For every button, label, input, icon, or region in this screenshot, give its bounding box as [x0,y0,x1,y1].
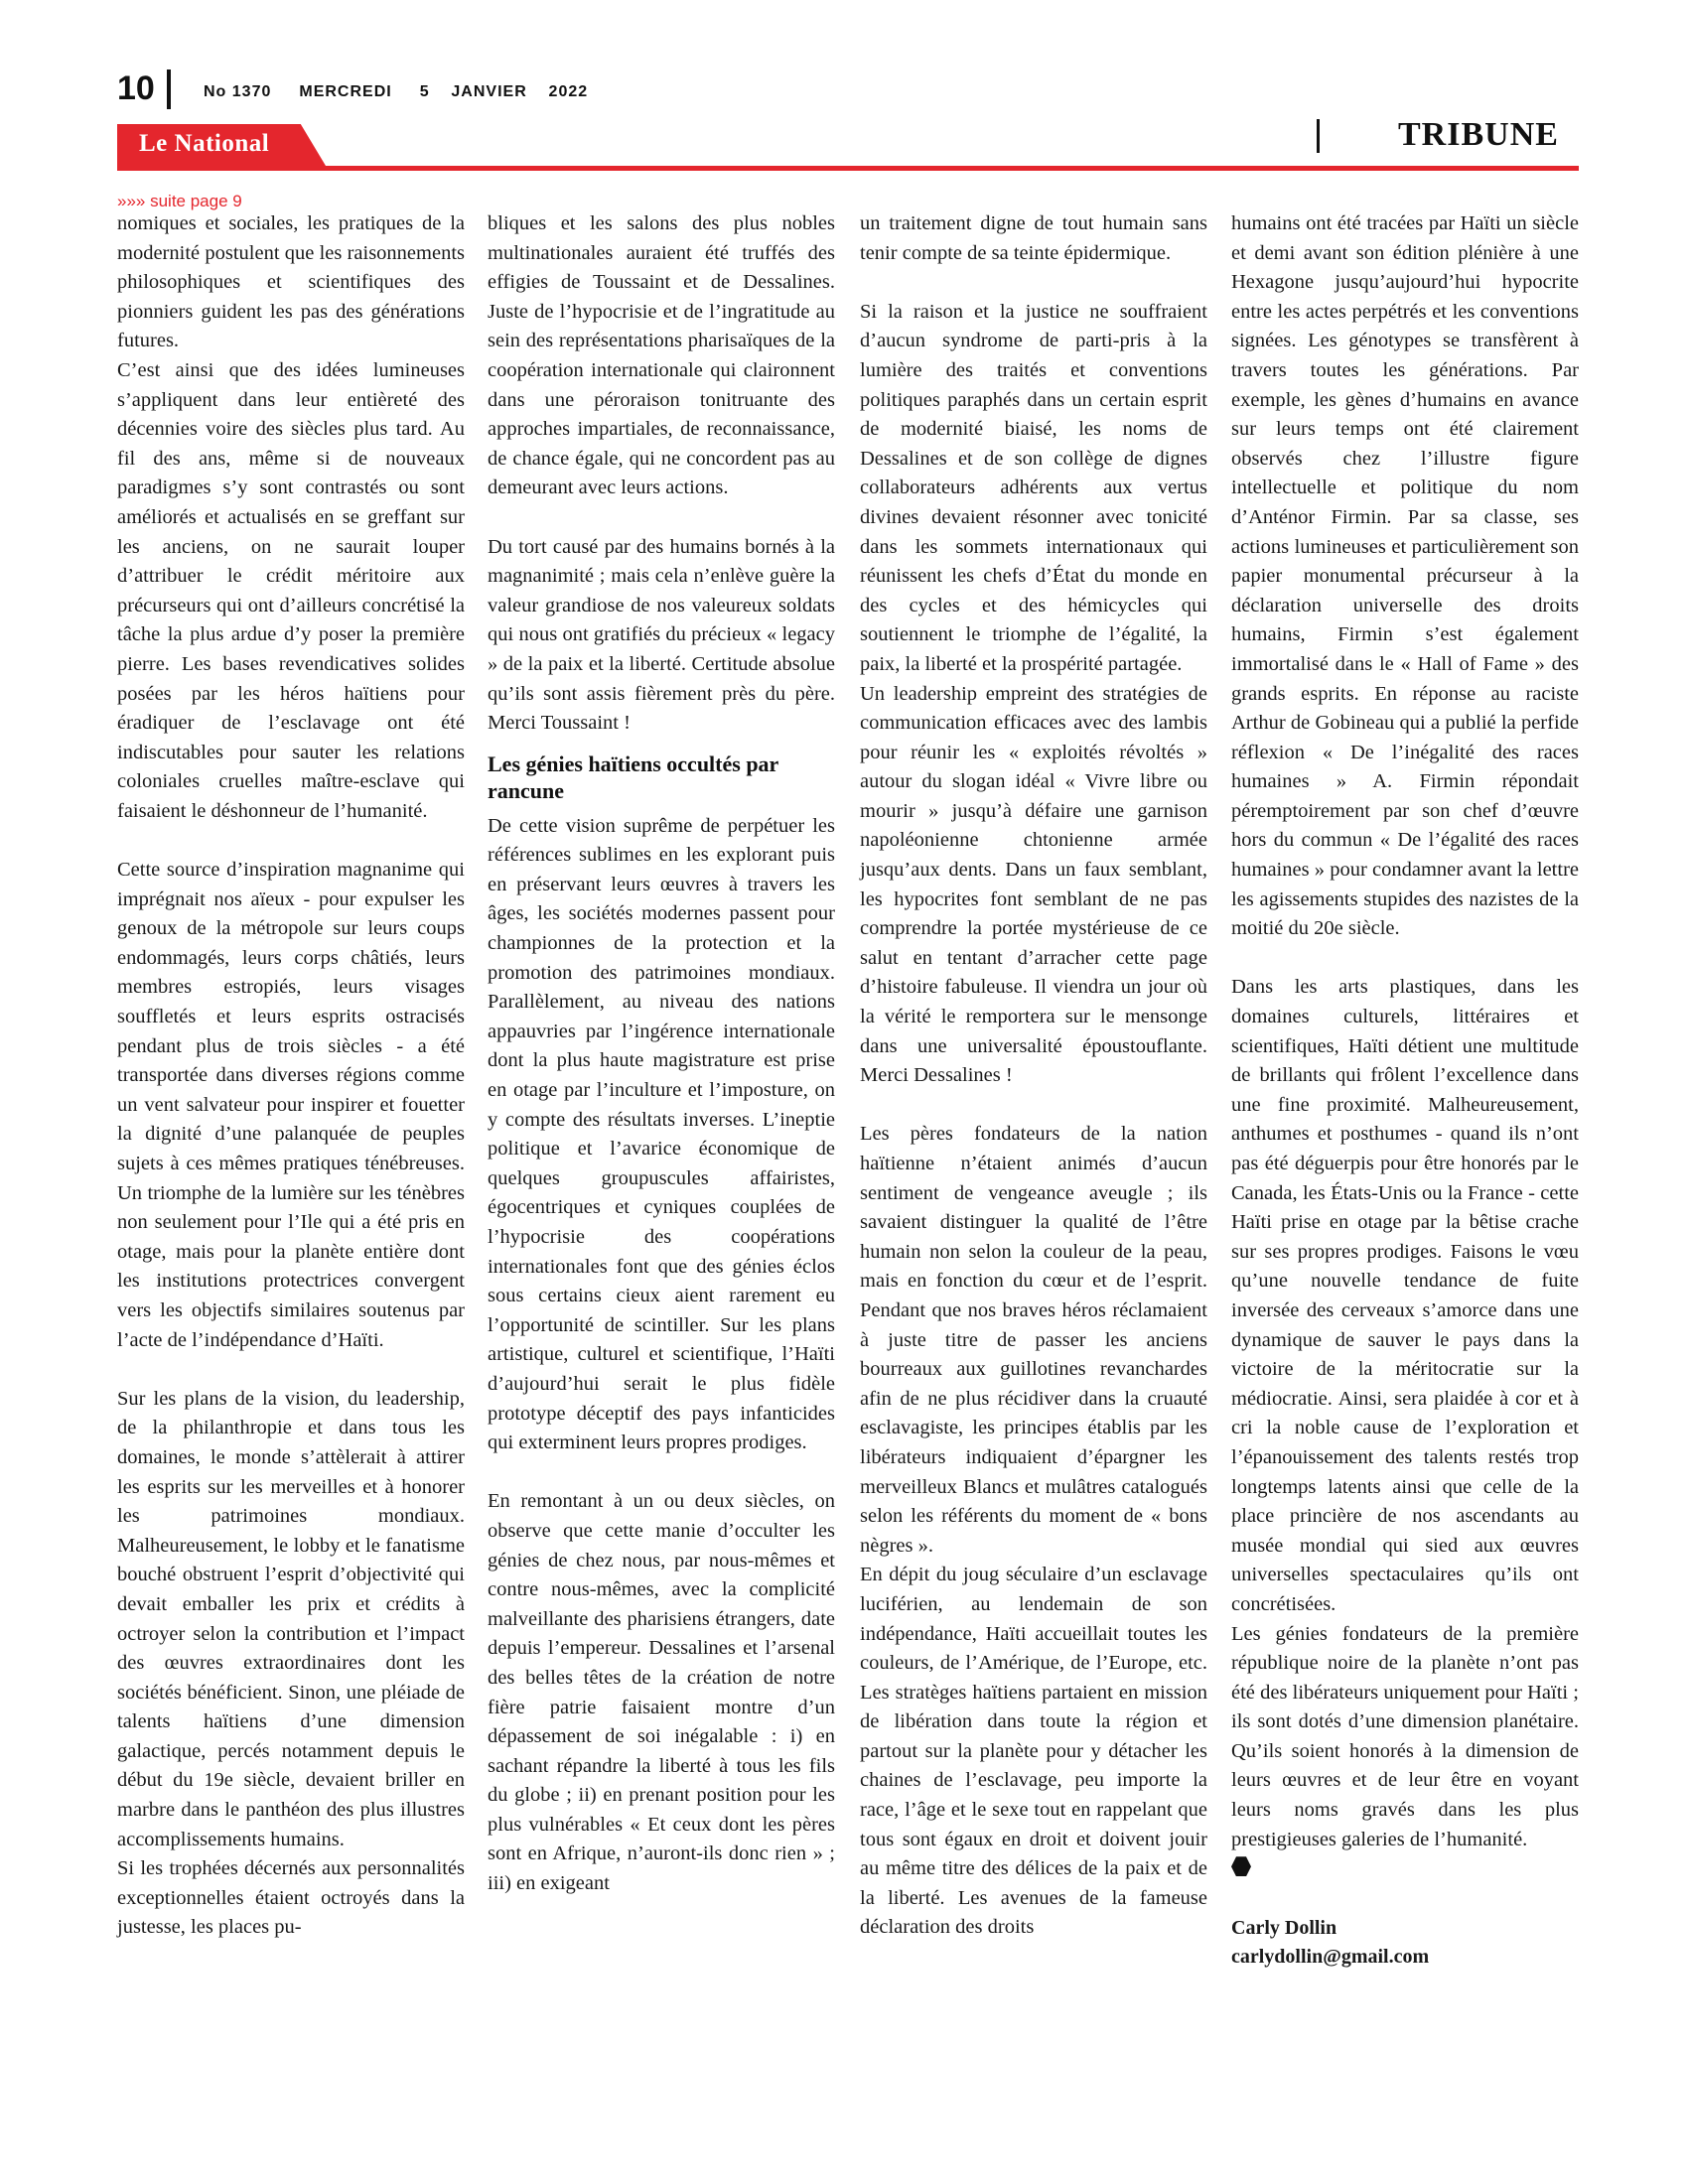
paragraph: Du tort causé par des humains bornés à la magnanimité ; mais cela n’enlève guère la valeur grandiose de nos valeureux soldats qui nous ont gratifiés du précieux « legacy » de la paix et la liberté. Certitude absolue qu’ils sont assis fièrement près du père. Merci Toussaint ! [488,535,835,735]
subheading: Les génies haïtiens occultés par rancune [488,751,778,803]
author-email[interactable]: carlydollin@gmail.com [1231,1946,1430,1969]
paragraph: Cette source d’inspiration magnanime qui imprégnait nos aïeux - pour expulser les genoux de la métropole sur leurs coups endommagés, leurs corps châtiés, leurs membres estropiés, leurs visages souffletés et leurs esprits ostracisés pendant plus de trois siècles - a été transportée dans diverses régions comme un vent salvateur pour inspirer et fouetter la dignité d’une palanquée de peuples sujets à ces mêmes pratiques ténébreuses. Un triomphe de la lumière sur les ténèbres non seulement pour l’Ile qui a été pris en otage, mais pour la planète entière dont les institutions protectrices convergent vers les objectifs similaires soutenus par l’acte de l’indépendance d’Haïti. [117,859,465,1351]
issue-year: 2022 [548,83,589,100]
issue-day: 5 [419,83,430,100]
end-of-article-icon [1231,1856,1251,1876]
section-title: TRIBUNE [1398,116,1559,153]
paragraph: En dépit du joug séculaire d’un esclavage luciférien, au lendemain de son indépendance, Haïti accueillait toutes les couleurs, de l’Amérique, de l’Europe, etc. Les stratèges haïtiens partaient en mission de libération dans toute la région et partout sur la planète pour y détacher les chaines de l’esclavage, peu importe la race, l’âge et le sexe tout en rappelant que tous sont égaux en droit et doivent jouir au même titre des délices de la paix et de la liberté. Les avenues de la fameuse déclaration des droits [860,1564,1207,1939]
issue-month: JANVIER [451,83,527,100]
article-column-2 [488,209,835,1899]
paragraph: bliques et les salons des plus nobles multinationales auraient été truffés des effigies de Toussaint et de Dessalines. Juste de l’hypocrisie et de l’ingratitude au sein des représentations pharisaïques de la coopération internationale qui claironnent dans une péroraison tonitruante des approches impartiales, de reconnaissance, de chance égale, qui ne concordent pas au demeurant avec leurs actions. [488,212,835,499]
paragraph: Si les trophées décernés aux personnalités exceptionnelles étaient octroyés dans la justesse, les places pu- [117,1857,465,1939]
paragraph: Un leadership empreint des stratégies de communication efficaces avec des lambis pour réunir les « exploités révoltés » autour du slogan idéal « Vivre libre ou mourir » jusqu’à défaire une garnison napoléonienne chtonienne armée jusqu’aux dents. Dans un faux semblant, les hypocrites font semblant de ne pas comprendre la portée mystérieuse de ce salut en tentant d’arracher cette page d’histoire fabuleuse. Il viendra un jour où la vérité le remportera sur le mensonge dans une universalité époustouflante. Merci Dessalines ! [860,682,1207,1087]
paragraph: De cette vision suprême de perpétuer les références sublimes en les explorant puis en préservant leurs œuvres à travers les âges, les sociétés modernes passent pour championnes de la protection et la promotion des patrimoines mondiaux. Parallèlement, au niveau des nations appauvries par l’ingérence internationale dont la plus haute magistrature est prise en otage par l’inculture et l’imposture, on y compte des résultats inverses. L’ineptie politique et l’avarice économique de quelques groupuscules affairistes, égocentriques et cyniques couplées de l’hypocrisie des coopérations internationales font que des génies éclos sous certains cieux aient rarement eu l’opportunité de scintiller. Sur les plans artistique, culturel et scientifique, l’Haïti d’aujourd’hui serait le plus fidèle prototype déceptif des pays infanticides qui exterminent leurs propres prodiges. [488,814,835,1454]
header-rule [117,166,1579,171]
paragraph: Sur les plans de la vision, du leadership, de la philanthropie et dans tous les domaines, le monde s’attèlerait à attirer les esprits sur les merveilles et à honorer les patrimoines mondiaux. Malheureusement, le lobby et le fanatisme bouché obstruent l’esprit d’objectivité qui devait emballer les prix et crédits à octroyer selon la contribution et l’impact des œuvres extraordinaires dont les sociétés bénéficient. Sinon, une pléiade de talents haïtiens d’une dimension galactique, percés notamment depuis le début du 19e siècle, devaient briller en marbre dans le panthéon des plus illustres accomplissements humains. [117,1387,465,1850]
paragraph: nomiques et sociales, les pratiques de la modernité postulent que les raisonnements philosophiques et scientifiques des pionniers guident les pas des générations futures. [117,212,465,352]
issue-weekday: MERCREDI [299,83,392,100]
paragraph: un traitement digne de tout humain sans tenir compte de sa teinte épidermique. [860,212,1207,264]
article-column-4 [1231,209,1579,1972]
paragraph: Les génies fondateurs de la première république noire de la planète n’ont pas été des libérateurs uniquement pour Haïti ; ils sont dotés d’une dimension planétaire. Qu’ils soient honorés à la dimension de leurs œuvres et de leur être en voyant leurs noms gravés dans les plus prestigieuses galeries de l’humanité. [1231,1622,1579,1850]
author-signature [1231,1914,1579,1972]
paragraph: Si la raison et la justice ne souffraient d’aucun syndrome de parti-pris à la lumière des traités et conventions politiques paraphés dans un certain esprit de modernité biaisé, les noms de Dessalines et de son collège de dignes collaborateurs adhérents aux vertus divines devaient résonner avec tonicité dans les sommets internationaux qui réunissent les chefs d’État du monde en des cycles et des hémicycles qui soutiennent le triomphe de l’égalité, la paix, la liberté et la prospérité partagée. [860,300,1207,675]
header-divider [167,69,171,109]
section-divider [1317,119,1320,153]
paragraph: Dans les arts plastiques, dans les domaines culturels, littéraires et scientifiques, Haïti détient une multitude de brillants qui frôlent l’excellence dans une fine proximité. Malheureusement, anthumes et posthumes - quand ils n’ont pas été déguerpis pour être honorés par le Canada, les États-Unis ou la France - cette Haïti prise en otage par la bêtise crache sur ses propres prodiges. Faisons le vœu qu’une nouvelle tendance de fuite inversée des cerveaux s’amorce dans une dynamique de sauver le pays dans la victoire de la méritocratie sur la médiocratie. Ainsi, sera plaidée à cor et à cri la noble cause de l’exploration et l’épanouissement des talents restés trop longtemps latents ainsi que celle de la place princière de nos ascendants au musée mondial qui sied aux œuvres universelles spectaculaires qu’ils ont concrétisées. [1231,976,1579,1615]
paragraph: Les pères fondateurs de la nation haïtienne n’étaient animés d’aucun sentiment de vengeance aveugle ; ils savaient distinguer la qualité de l’être humain non selon la couleur de la peau, mais en fonction du cœur et de l’esprit. Pendant que nos braves héros réclamaient à juste titre de passer les anciens bourreaux aux guillotines revanchardes afin de ne plus récidiver dans la cruauté esclavagiste, les principes établis par les libérateurs indiquaient d’épargner les merveilleux Blancs et mulâtres catalogués selon les référents du moment de « bons nègres ». [860,1123,1207,1557]
issue-date [420,83,588,101]
paragraph: En remontant à un ou deux siècles, on observe que cette manie d’occulter les génies de chez nous, par nous-mêmes et contre nous-mêmes, avec la complicité malveillante des pharisiens étrangers, date depuis l’empereur. Dessalines et l’arsenal des belles têtes de la création de notre fière patrie faisaient montre d’un dépassement de soi inégalable : i) en sachant répandre la liberté à tous les fils du globe ; ii) en prenant position pour les plus vulnérables « Et ceux dont les pères sont en Afrique, n’auront-ils donc rien » ; iii) en exigeant [488,1490,835,1895]
issue-line [204,83,588,101]
publication-logo: Le National [139,130,270,157]
author-name: Carly Dollin [1231,1917,1337,1940]
article-column-1 [117,209,465,1943]
paragraph: C’est ainsi que des idées lumineuses s’appliquent dans leur entièreté des décennies voire des siècles plus tard. Au fil des ans, même si de nouveaux paradigmes s’y sont contrastés ou sont améliorés et actualisés en se greffant sur les anciens, on ne saurait louper d’attribuer le crédit méritoire aux précurseurs qui ont d’ailleurs concrétisé la tâche la plus ardue d’y poser la première pierre. Les bases revendicatives solides posées par les héros haïtiens pour éradiquer de l’esclavage ont été indiscutables pour sauter les relations coloniales cruelles maître-esclave qui faisaient le déshonneur de l’humanité. [117,358,465,822]
page-number: 10 [117,69,155,107]
issue-number: No 1370 [204,83,272,100]
article-column-3 [860,209,1207,1943]
continued-from-link[interactable]: »»» suite page 9 [117,192,242,210]
paragraph: humains ont été tracées par Haïti un siècle et demi avant son édition plénière à une Hexagone jusqu’aujourd’hui hypocrite entre les actes perpétrés et les conventions signées. Les génotypes se transfèrent à travers toutes les générations. Par exemple, les gènes d’humains en avance sur leurs temps ont été clairement observés chez l’illustre figure intellectuelle et politique du nom d’Anténor Firmin. Par sa classe, ses actions lumineuses et particulièrement son papier monumental précurseur à la déclaration universelle des droits humains, Firmin s’est également immortalisé dans le « Hall of Fame » des grands esprits. En réponse au raciste Arthur de Gobineau qui a publié la perfide réflexion « De l’inégalité des races humaines » A. Firmin répondait péremptoirement par son chef d’œuvre hors du commun « De l’égalité des races humaines » pour condamner avant la lettre les agissements stupides des nazistes de la moitié du 20e siècle. [1231,212,1579,940]
